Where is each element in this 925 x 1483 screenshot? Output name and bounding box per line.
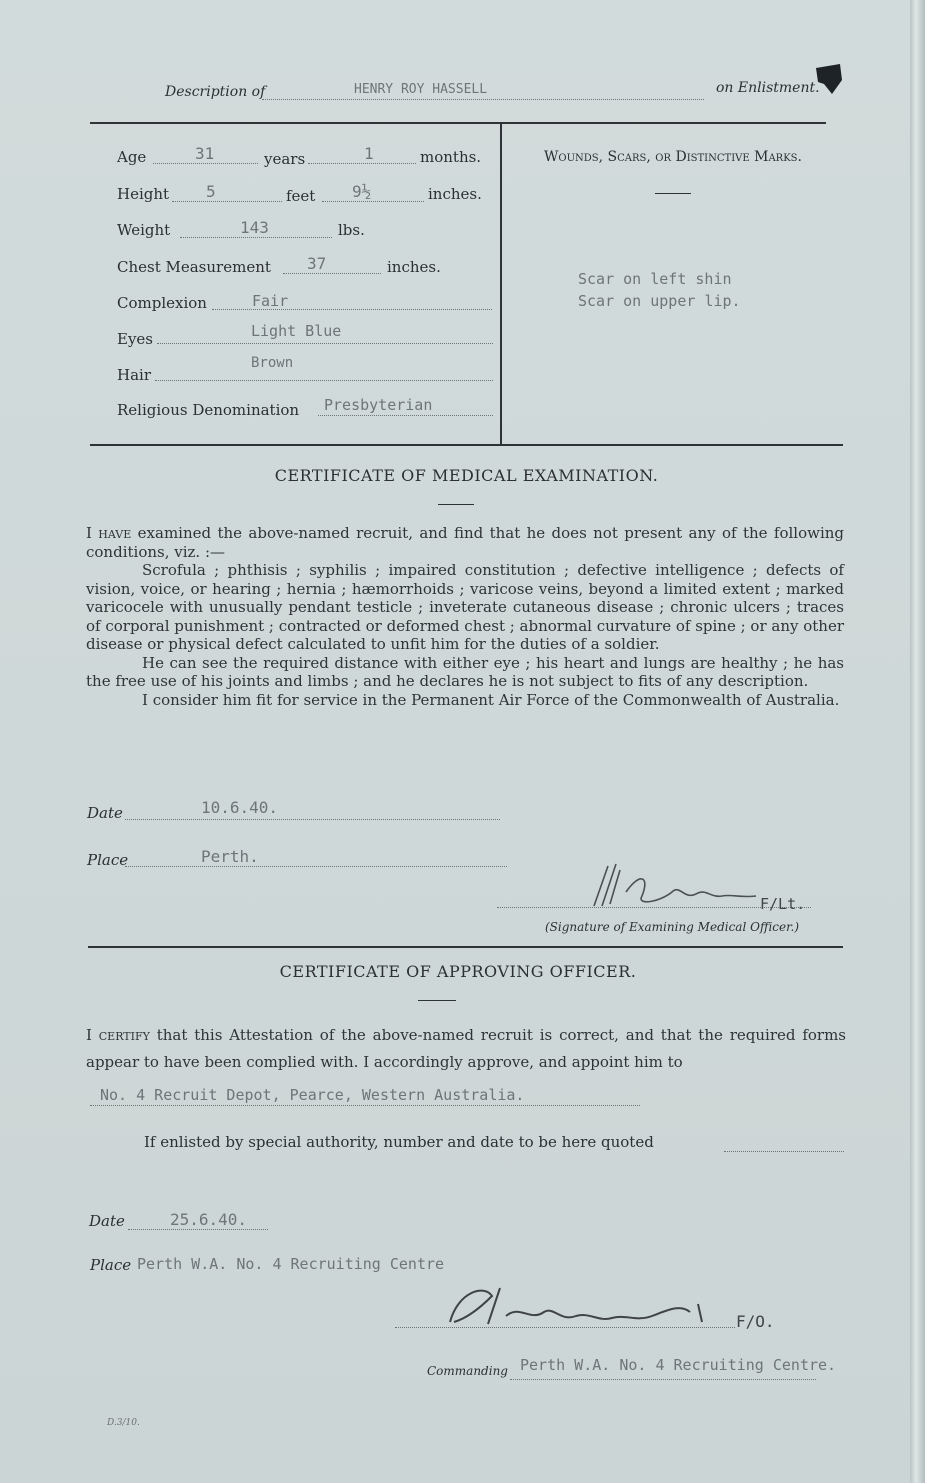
approving-lead: I certify xyxy=(86,1026,150,1044)
inches-label: inches. xyxy=(428,185,482,203)
approving-signature xyxy=(440,1282,740,1332)
religion-value: Presbyterian xyxy=(318,396,493,416)
approving-title-rule xyxy=(418,1000,456,1001)
medical-lead: I have xyxy=(86,524,132,542)
medical-paragraph-3: He can see the required distance with either eye ; his heart and lungs are healthy ; he has the free use of his joints and limbs ; and he declares he is not subject to fits of any description. xyxy=(86,653,844,690)
recruit-name: HENRY ROY HASSELL xyxy=(262,82,704,100)
approving-date-label: Date xyxy=(89,1212,125,1230)
marks-line-1: Scar on left shin xyxy=(578,270,732,288)
chest-label: Chest Measurement xyxy=(117,258,271,276)
complexion-label: Complexion xyxy=(117,294,207,312)
description-label: Description of xyxy=(165,84,266,100)
religion-label: Religious Denomination xyxy=(117,401,300,419)
medical-paragraph-1: examined the above-named recruit, and find that he does not present any of the following conditions, viz. :— xyxy=(86,524,845,561)
months-label: months. xyxy=(420,148,482,166)
marks-heading: Wounds, Scars, or Distinctive Marks. xyxy=(544,149,802,165)
approving-certificate-title: CERTIFICATE OF APPROVING OFFICER. xyxy=(279,962,637,981)
feet-label: feet xyxy=(286,187,316,205)
hair-label: Hair xyxy=(117,366,151,384)
height-feet: 5 xyxy=(172,182,282,202)
approving-certificate-body xyxy=(86,1022,846,1076)
chest-inches-label: inches. xyxy=(387,258,441,276)
physical-bottom-rule xyxy=(90,444,843,446)
chest-value: 37 xyxy=(283,254,381,274)
complexion-value: Fair xyxy=(212,292,492,310)
medical-date-label: Date xyxy=(87,804,123,822)
commanding-line xyxy=(510,1378,816,1380)
age-months: 1 xyxy=(308,144,416,164)
page-edge xyxy=(910,0,925,1483)
commanding-label: Commanding xyxy=(427,1364,508,1378)
on-enlistment-label: on Enlistment. xyxy=(716,80,820,96)
medical-paragraph-4: I consider him fit for service in the Permanent Air Force of the Commonwealth of Australia. xyxy=(142,690,840,709)
age-years: 31 xyxy=(153,144,258,164)
approving-date-value: 25.6.40. xyxy=(128,1210,268,1230)
years-label: years xyxy=(264,150,306,168)
marks-line-2: Scar on upper lip. xyxy=(578,292,741,310)
torn-corner-mark xyxy=(812,62,844,96)
approving-place-label: Place xyxy=(90,1256,132,1274)
medical-place-label: Place xyxy=(87,851,129,869)
special-authority-line xyxy=(724,1150,844,1152)
height-inches: 9½ xyxy=(322,182,424,202)
age-label: Age xyxy=(117,148,147,166)
medical-signature-caption: (Signature of Examining Medical Officer.) xyxy=(545,920,800,934)
lbs-label: lbs. xyxy=(338,221,365,239)
medical-certificate-body xyxy=(86,524,844,709)
medical-certificate-title: CERTIFICATE OF MEDICAL EXAMINATION. xyxy=(274,466,659,485)
hair-value: Brown xyxy=(155,355,493,381)
medical-bottom-rule xyxy=(88,946,843,948)
header-rule xyxy=(90,122,826,124)
special-authority-text: If enlisted by special authority, number and date to be here quoted xyxy=(144,1133,654,1151)
eyes-label: Eyes xyxy=(117,330,153,348)
medical-date-value: 10.6.40. xyxy=(125,798,500,820)
height-label: Height xyxy=(117,185,170,203)
approving-signature-rank: F/O. xyxy=(736,1312,775,1331)
approving-place-value: Perth W.A. No. 4 Recruiting Centre xyxy=(137,1255,445,1273)
medical-signature-rank: F/Lt. xyxy=(760,895,806,913)
column-divider xyxy=(500,124,502,446)
marks-heading-rule xyxy=(655,193,691,194)
medical-place-value: Perth. xyxy=(125,847,507,867)
eyes-value: Light Blue xyxy=(157,322,493,344)
medical-title-rule xyxy=(438,504,474,505)
appointed-unit: No. 4 Recruit Depot, Pearce, Western Australia. xyxy=(90,1086,640,1106)
commanding-value: Perth W.A. No. 4 Recruiting Centre. xyxy=(520,1356,837,1374)
medical-paragraph-2: Scrofula ; phthisis ; syphilis ; impaired constitution ; defective intelligence ; defects of vision, voice, or hearing ; hernia ; hæmorrhoids ; varicose veins, beyond a limited extent ; marked varicocele with unusually pendant testicle ; inveterate cutaneous disease ; chronic ulcers ; traces of corporal punishment ; contracted or deformed chest ; abnormal curvature of spine ; or any other disease or physical defect calculated to unfit him for the duties of a soldier. xyxy=(86,561,845,653)
form-code: D.3/10. xyxy=(107,1418,140,1428)
weight-label: Weight xyxy=(117,221,171,239)
medical-signature xyxy=(580,862,780,912)
approving-paragraph-1: that this Attestation of the above-named recruit is correct, and that the required forms appear to have been complied with. I accordingly approve, and appoint him to xyxy=(86,1026,846,1071)
weight-value: 143 xyxy=(180,218,332,238)
